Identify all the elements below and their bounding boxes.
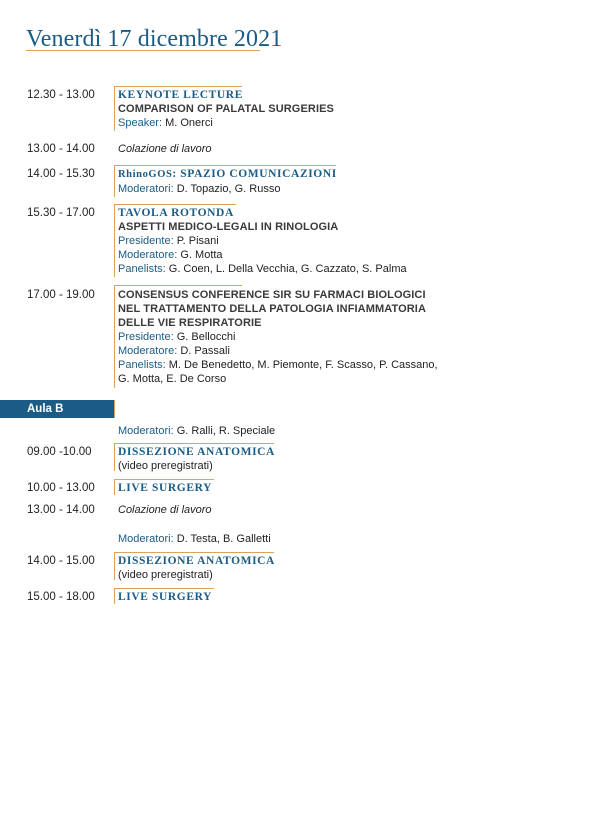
session-box-top	[114, 165, 336, 166]
session-box-left	[114, 443, 115, 471]
session-title-line: NEL TRATTAMENTO DELLA PATOLOGIA INFIAMMATORIA	[118, 303, 426, 315]
session-box-top	[114, 86, 242, 87]
session-role: Moderatore: G. Motta	[118, 249, 223, 261]
session-box-top	[114, 285, 242, 286]
session-role: Panelists: G. Coen, L. Della Vecchia, G. Cazzato, S. Palma	[118, 263, 407, 275]
session-time: 13.00 - 14.00	[27, 504, 95, 516]
session-note: Colazione di lavoro	[118, 504, 212, 516]
session-time: 14.00 - 15.00	[27, 555, 95, 567]
session-sub: (video preregistrati)	[118, 460, 213, 472]
session-type: KEYNOTE LECTURE	[118, 89, 243, 101]
session-type: TAVOLA ROTONDA	[118, 207, 234, 219]
session-type-prefix: RhinoGOS	[118, 169, 173, 180]
session-box-top	[114, 479, 214, 480]
session-time: 15.00 - 18.00	[27, 591, 95, 603]
session-box-top	[114, 588, 214, 589]
session-time: 09.00 -10.00	[27, 446, 92, 458]
session-box-top	[114, 443, 274, 444]
session-time: 14.00 - 15.30	[27, 168, 95, 180]
session-time: 13.00 - 14.00	[27, 143, 95, 155]
session-role: Panelists: M. De Benedetto, M. Piemonte, F. Scasso, P. Cassano,	[118, 359, 438, 371]
session-box-left	[114, 204, 115, 277]
title-underline	[26, 50, 260, 51]
session-type: DISSEZIONE ANATOMICA	[118, 446, 275, 458]
room-banner-divider	[114, 400, 115, 418]
room-label: Aula B	[27, 403, 64, 415]
session-type: : SPAZIO COMUNICAZIONI	[172, 168, 337, 180]
session-role: Moderatore: D. Passali	[118, 345, 230, 357]
room-banner	[0, 400, 114, 418]
session-time: 10.00 - 13.00	[27, 482, 95, 494]
session-role: Moderatori: D. Topazio, G. Russo	[118, 183, 281, 195]
session-box-top	[114, 552, 274, 553]
session-box-left	[114, 588, 115, 604]
session-role-continuation: G. Motta, E. De Corso	[118, 373, 227, 385]
session-sub: (video preregistrati)	[118, 569, 213, 581]
session-type: DISSEZIONE ANATOMICA	[118, 555, 275, 567]
page-title: Venerdì 17 dicembre 2021	[26, 26, 283, 52]
session-box-left	[114, 479, 115, 495]
session-time: 12.30 - 13.00	[27, 89, 95, 101]
session-role: Presidente: P. Pisani	[118, 235, 219, 247]
session-type: LIVE SURGERY	[118, 591, 213, 603]
session-box-top	[114, 204, 236, 205]
session-time: 17.00 - 19.00	[27, 289, 95, 301]
session-box-left	[114, 285, 115, 388]
session-title: ASPETTI MEDICO-LEGALI IN RINOLOGIA	[118, 221, 339, 233]
session-time: 15.30 - 17.00	[27, 207, 95, 219]
session-box-left	[114, 86, 115, 131]
session-role: Speaker: M. Onerci	[118, 117, 213, 129]
session-box-left	[114, 165, 115, 197]
session-title: COMPARISON OF PALATAL SURGERIES	[118, 103, 334, 115]
session-note: Colazione di lavoro	[118, 143, 212, 155]
session-role: Presidente: G. Bellocchi	[118, 331, 236, 343]
session-title-line: DELLE VIE RESPIRATORIE	[118, 317, 262, 329]
session-type: LIVE SURGERY	[118, 482, 213, 494]
session-box-left	[114, 552, 115, 580]
session-title-line: CONSENSUS CONFERENCE SIR SU FARMACI BIOLOGICI	[118, 289, 426, 301]
